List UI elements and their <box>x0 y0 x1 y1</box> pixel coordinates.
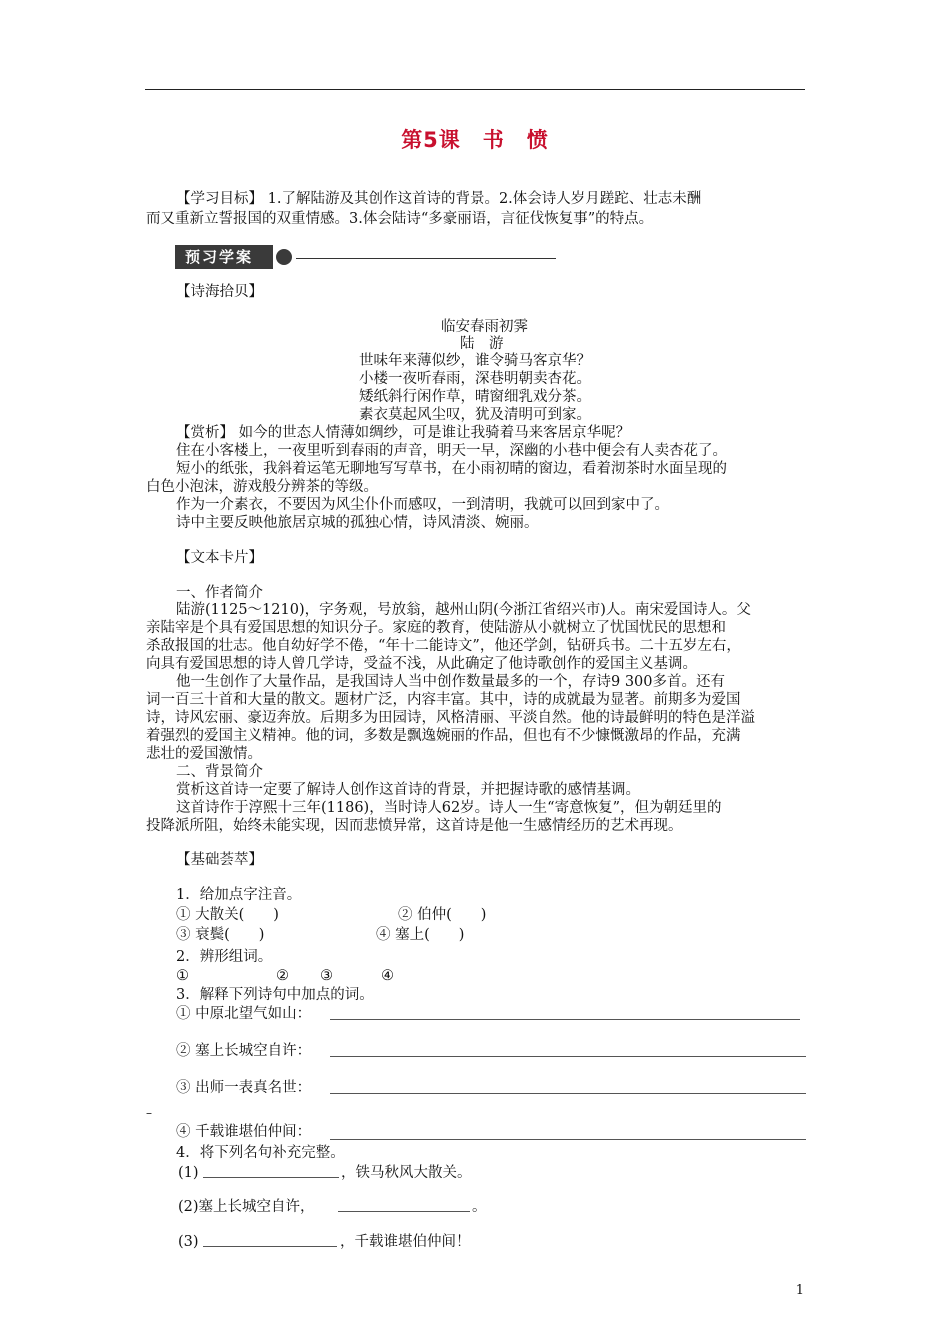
author-line: 悲壮的爱国激情。 <box>146 746 262 762</box>
basics-heading: 【基础荟萃】 <box>176 852 263 868</box>
author-subheading: 一、作者简介 <box>176 585 263 601</box>
question-4b-suffix: 。 <box>472 1199 487 1215</box>
tab-rule <box>296 258 556 259</box>
question-4a-prefix: (1) <box>178 1165 199 1181</box>
background-line: 赏析这首诗一定要了解诗人创作这首诗的背景，并把握诗歌的感情基调。 <box>176 782 640 798</box>
question-4: 4．将下列名句补充完整。 <box>176 1145 345 1161</box>
author-line: 杀敌报国的壮志。他自幼好学不倦，“年十二能诗文”，他还学剑，钻研兵书。二十五岁左右， <box>146 638 741 654</box>
page-number: 1 <box>795 1283 804 1298</box>
question-4b-prefix: (2)塞上长城空自许， <box>178 1199 315 1215</box>
fill-blank-4a[interactable] <box>203 1177 339 1178</box>
header-rule <box>145 89 805 90</box>
appreciation-line: 诗中主要反映他旅居京城的孤独心情，诗风清淡、婉丽。 <box>176 515 539 531</box>
question-3: 3．解释下列诗句中加点的词。 <box>176 987 374 1003</box>
background-line: 这首诗作于淳熙十三年(1186)，当时诗人62岁。诗人一生“寄意恢复”，但为朝廷里的 <box>176 800 722 816</box>
section-tab-preview: 预习学案 <box>175 245 273 269</box>
question-4c-suffix: ，千载谁堪伯仲间！ <box>340 1234 471 1250</box>
appreciation-line: 住在小客楼上，一夜里听到春雨的声音，明天一早，深幽的小巷中便会有人卖杏花了。 <box>176 443 727 459</box>
question-1c: ③ 衰鬓( ) <box>176 927 265 943</box>
question-4a-suffix: ，铁马秋风大散关。 <box>341 1165 472 1181</box>
question-2: 2．辨形组词。 <box>176 949 273 965</box>
question-3d: ④ 千载谁堪伯仲间： <box>176 1124 312 1140</box>
objectives-line-2: 而又重新立誓报国的双重情感。3.体会陆诗“多豪丽语，言征伐恢复事”的特点。 <box>146 211 654 227</box>
question-2-mark: ④ <box>381 968 394 984</box>
question-3b: ② 塞上长城空自许： <box>176 1043 312 1059</box>
author-line: 着强烈的爱国主义精神。他的词，多数是飘逸婉丽的作品，但也有不少慷慨激昂的作品，充满 <box>146 728 741 744</box>
author-line: 诗，诗风宏丽、豪迈奔放。后期多为田园诗，风格清丽、平淡自然。他的诗最鲜明的特色是洋溢 <box>146 710 755 726</box>
question-2-mark: ③ <box>320 968 333 984</box>
appreciation-line: 白色小泡沫，游戏般分辨茶的等级。 <box>146 479 378 495</box>
question-3c-tail: – <box>146 1106 152 1120</box>
author-line: 亲陆宰是个具有爱国思想的知识分子。家庭的教育，使陆游从小就树立了忧国忧民的思想和 <box>146 620 726 636</box>
author-line: 他一生创作了大量作品，是我国诗人当中创作数量最多的一个，存诗9 300多首。还有 <box>176 674 726 690</box>
appreciation-line: 【赏析】 如今的世态人情薄如绸纱，可是谁让我骑着马来客居京华呢？ <box>176 425 631 441</box>
answer-line-3d[interactable] <box>330 1139 806 1140</box>
background-subheading: 二、背景简介 <box>176 764 263 780</box>
background-line: 投降派所阻，始终未能实现，因而悲愤异常，这首诗是他一生感情经历的艺术再现。 <box>146 818 683 834</box>
fill-blank-4b[interactable] <box>338 1211 470 1212</box>
page-title: 第5课 书 愤 <box>401 128 549 152</box>
author-line: 词一百三十首和大量的散文。题材广泛，内容丰富。其中，诗的成就最为显著。前期多为爱国 <box>146 692 741 708</box>
answer-line-3a[interactable] <box>330 1019 800 1020</box>
poem-author: 陆 游 <box>460 336 504 352</box>
fill-blank-4c[interactable] <box>203 1246 337 1247</box>
appreciation-line: 作为一介素衣，不要因为风尘仆仆而感叹，一到清明，我就可以回到家中了。 <box>176 497 669 513</box>
question-1: 1．给加点字注音。 <box>176 887 302 903</box>
author-line: 向具有爱国思想的诗人曾几学诗，受益不浅，从此确定了他诗歌创作的爱国主义基调。 <box>146 656 697 672</box>
tab-dot-icon <box>276 249 292 265</box>
answer-line-3b[interactable] <box>330 1056 806 1057</box>
question-1d: ④ 塞上( ) <box>376 927 465 943</box>
objectives-line-1: 【学习目标】 1.了解陆游及其创作这首诗的背景。2.体会诗人岁月蹉跎、壮志未酬 <box>176 191 702 207</box>
question-2-mark: ② <box>276 968 289 984</box>
question-4c-prefix: (3) <box>178 1234 199 1250</box>
answer-line-3c[interactable] <box>330 1093 806 1094</box>
poem-line: 素衣莫起风尘叹，犹及清明可到家。 <box>359 407 591 423</box>
question-2-mark: ① <box>176 968 189 984</box>
appreciation-line: 短小的纸张，我斜着运笔无聊地写写草书，在小雨初晴的窗边，看着沏茶时水面呈现的 <box>176 461 727 477</box>
question-1b: ② 伯仲( ) <box>398 907 487 923</box>
question-3c: ③ 出师一表真名世： <box>176 1080 312 1096</box>
poem-line: 矮纸斜行闲作草，晴窗细乳戏分茶。 <box>359 389 591 405</box>
question-1a: ① 大散关( ) <box>176 907 279 923</box>
author-line: 陆游(1125～1210)，字务观，号放翁，越州山阴(今浙江省绍兴市)人。南宋爱国诗人。父 <box>176 602 751 618</box>
poem-section-heading: 【诗海拾贝】 <box>176 284 263 300</box>
poem-line: 小楼一夜听春雨，深巷明朝卖杏花。 <box>359 371 591 387</box>
poem-line: 世味年来薄似纱，谁令骑马客京华？ <box>359 353 591 369</box>
poem-title: 临安春雨初霁 <box>441 319 528 335</box>
text-card-heading: 【文本卡片】 <box>176 550 263 566</box>
question-3a: ① 中原北望气如山： <box>176 1006 312 1022</box>
